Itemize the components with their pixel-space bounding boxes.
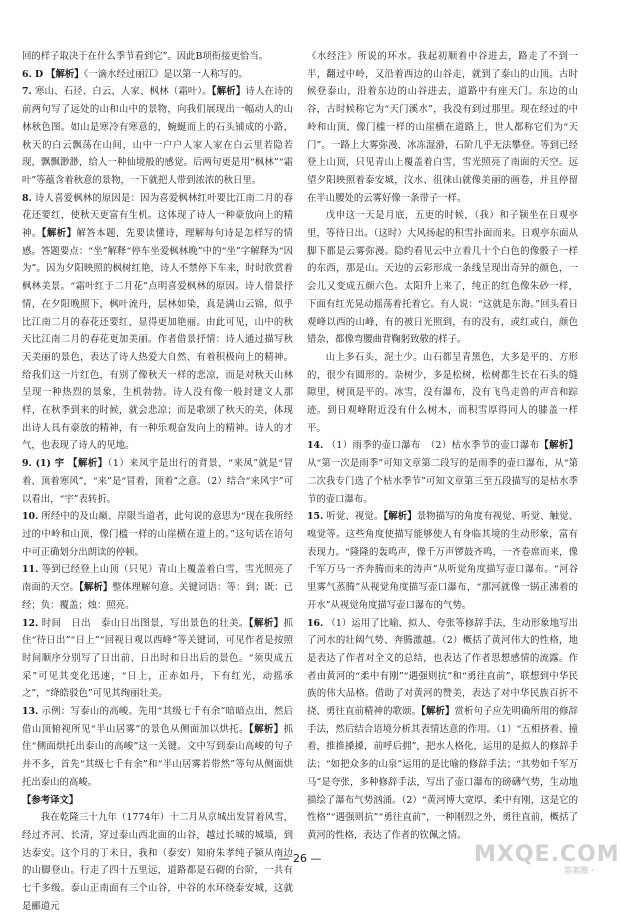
watermark-logo (474, 842, 620, 884)
paragraph-text: 《水经注》所说的环水。我起初顺着中谷进去，路走了不到一半，翻过中岭，又沿着西边的山谷走，就到了泰山的山顶。古时候登泰山，沿着东边的山谷进去，道路中有座天门。东边的山谷，古时候称它为“天门溪水”，我没有到过那里。现在经过的中岭和山顶，像门槛一样的山崖横在道路上，世人都称它们为“天门”。一路上大雾弥漫、冰冻湿滑，石阶几乎无法攀登。等到已经登上山顶，只见青山上覆盖着白雪，雪光照亮了南面的天空。远望夕阳映照着泰安城，汶水、徂徕山就像美丽的画卷，并且停留在半山腰处的云雾好像一条带子一样。 (307, 51, 578, 204)
analysis-text: 《一滴水经过丽江》是以第一人称写的。 (83, 68, 248, 80)
answer-text: 时间 日出 泰山日出图景，写出景色的壮美。 (41, 617, 249, 629)
question-number: 14. (307, 440, 324, 452)
paragraph-text: 回的样子取决于在什么季节看到它”。因此B项衔接更恰当。 (22, 51, 269, 62)
answer-text: （1）雨季的壶口瀑布 （2）枯水季节的壶口瀑布 (326, 440, 540, 452)
answer-text: 诗人喜爱枫林的原因是：因为喜爱枫林红叶要比江南二月的春花还要红，使秋天更富有生机。这体现了诗人一种豪放向上的精神。 (22, 192, 293, 240)
paragraph-text: 我在乾隆三十九年（1774年）十二月从京城出发冒着风雪，经过齐河、长清，穿过泰山西北面的山谷，越过长城的城墙，到达泰安。这个月的丁未日，我和（泰安）知府朱孝纯子颍从南边的山脚登山。行走了四十五里远，道路都是石砌的台阶，一共有七千多级。泰山正南面有三个山谷，中谷的水环绕泰安城，这就是郦道元 (22, 812, 293, 912)
analysis-text: 抓住“待日出”“日上”“回视日观以西峰”等关键词，可见作者是按照时间顺序分别写了日出前、日出时和日出后的景色。“须臾成五采”可见其变化迅速，“日上，正赤如丹，下有红光，动摇承之”，“绛皓驳色”可见其绚丽壮美。 (22, 617, 293, 700)
question-number: 16. (307, 617, 324, 629)
answer-text: （1）运用了比喻、拟人、夸张等修辞手法，生动形象地写出了河水的壮阔气势、奔腾激越。（2）概括了黄河伟大的性格，地是表达了作者对全文的总结，也表达了作者思想感情的流露。作者由黄河的“柔中有刚”“遇强则抗”和“勇往直前”，联想到中华民族的伟大品格。借助了对黄河的赞美，表达了对中华民族百折不挠、勇往直前精神的歌颂。 (307, 617, 579, 718)
answer-item (307, 615, 578, 845)
analysis-text: 解答本题，先要读懂诗，理解每句诗是怎样写的情感。答题要点：“坐”解释“停车坐爱枫林晚”中的“坐”字解释为“因为”。因为夕阳映照的枫树红艳，诗人不禁停下车来，时时欣赏着枫林美景。“霜叶红于二月花”点明喜爱枫林的原因。诗人借景抒情，在夕阳晚照下，枫叶流丹，层林如染，真是满山云锦，似乎比江南二月的春花还要红，显得更加艳丽。由此可见，山中的秋天比江南二月的春花更加美丽。作者借景抒情：诗人通过描写秋天美丽的景色，表达了诗人热爱大自然、有着积极向上的精神。给我们这一片红色，有别了像秋天一样的悲凉，而是对秋天山林呈现一种热烈的景象，生机勃勃。诗人没有像一般封建文人那样，在秋季到来的时候，就会悲凉；而是歌颂了秋天的美，体现出诗人具有豪放的精神，有一种乐观奋发向上的精神。诗人的才气，也表现了诗人的见地。 (22, 228, 293, 452)
paragraph-text: 戊申这一天是月底，五更的时候，（我）和子颍坐在日观亭里，等待日出。（这时）大风扬起的积雪扑面而来。日观亭东面从脚下都是云雾弥漫。隐约看见云中立着几十个白色的像骰子一样的东西，那是山。天边的云彩形成一条线呈现出奇异的颜色，一会儿又变成五颜六色。太阳升上来了，纯正的红色像朱砂一样，下面有红光晃动摇荡着托着它。有人说：“这就是东海。”回头看日观峰以西的山峰，有的被日光照到，有的没有，或红或白，颜色错杂，都像弯腰曲背鞠躬致敬的样子。 (307, 210, 578, 346)
analysis-tag: 【解析】 (211, 86, 246, 98)
analysis-tag: 【解析】 (46, 68, 84, 80)
analysis-tag: 【解析】 (68, 458, 108, 470)
analysis-tag: 【解析】 (248, 617, 284, 629)
answer-item (22, 703, 293, 792)
answer-item (22, 508, 293, 561)
answer-item (307, 508, 578, 614)
section-heading: 【参考译文】 (22, 794, 79, 806)
analysis-text: 所经中的及山巅、岸限当道者，此句说的意思为“现在我所经过的中岭和山顶，像门槛一样的山崖横在道上的。”这句话在语句中可正确划分出朗读的停顿。 (22, 511, 294, 558)
answer-text: 示例：写泰山的高峻。先用“其级七千有余”暗暗点出，然后借山顶俯视所见“半山居雾”的景色从侧面加以烘托。 (22, 706, 294, 735)
answer-item (307, 437, 578, 508)
paragraph-text: 山上多石头，泥土少。山石都呈青黑色，大多是平的、方形的，很少有圆形的。杂树少，多是松树，松树都生长在石头的缝隙里，树顶是平的。冰雪，没有瀑布，没有飞鸟走兽的声音和踪迹。到日观峰附近没有什么树木，而积雪厚得同人的膝盖一样平。 (307, 351, 578, 434)
analysis-tag: 【解析】 (421, 706, 455, 718)
analysis-text: 诗人在诗的前两句写了远处的山和山中的景物，向我们展现出一幅动人的山林秋色图。如山是寒冷有寒意的，蜿蜒而上的石头铺成的小路，秋天的白云飘荡在山间，山中一户户人家人家在白云里若隐若现，飘飘渺渺，给人一种仙境般的感觉。后两句更是用“枫林”“霜叶”等蕴含着秋意的景物，一下就把人带到浓浓的秋日里。 (22, 86, 293, 186)
analysis-text: 整体理解句意。关键词语：等：到；既：已经；负：覆盖；烛：照亮。 (22, 582, 293, 611)
analysis-tag: 【解析】 (79, 582, 113, 594)
answer-text: 等到已经登上山顶（只见）青山上覆盖着白雪，雪光照亮了南面的天空。 (22, 564, 293, 594)
question-number: 11. (22, 564, 39, 576)
analysis-text: （1）来凤宇是出行的背景，“来凤”就是“冒着、顶着寒风”，“来”是“冒着，顶着”之意。（2）结合“来风宇”可以看出，“宇”表转折。 (22, 458, 293, 505)
answer-item (22, 615, 293, 704)
watermark-sub: 答案圈 · (564, 866, 594, 875)
answer-item (22, 83, 293, 189)
question-number: 7. (22, 86, 32, 98)
question-number: 9. (1) 宇 (22, 458, 65, 470)
analysis-tag: 【解析】 (383, 511, 417, 523)
analysis-text: 抓住“侧面烘托出泰山的高峻”这一关键。文中写到泰山高峻的句子并不多，首先“其级七千有余”和“半山居雾若带然”等句从侧面烘托出泰山的高峻。 (22, 723, 293, 788)
analysis-tag: 【解析】 (539, 440, 578, 452)
answer-item (22, 190, 293, 456)
continued-text (307, 48, 578, 207)
answer-item (22, 66, 293, 84)
answer-item (22, 561, 293, 614)
translation-paragraph (307, 349, 578, 438)
question-number: 12. (22, 617, 39, 629)
continued-text (22, 48, 293, 66)
translation-paragraph (307, 207, 578, 349)
question-number: 13. (22, 706, 39, 718)
answer-text: 听觉、视觉。 (326, 511, 384, 523)
reference-translation-heading (22, 792, 293, 810)
question-number: 10. (22, 511, 39, 523)
analysis-text: 赏析句子应先明确所用的修辞手法，然后结合语境分析其表情达意的作用。（1）“五相挤着、撞着，推推搡搡，前呼后拥”，把水人格化，运用的是拟人的修辞手法；“如把众多的山泉”运用的是比喻的修辞手法；“其势如千军万马”是夸张，多种修辞手法，写出了壶口瀑布的磅礴气势，生动地描绘了瀑布气势汹涌。（2）“黄河博大宽厚，柔中有刚，这是它的性格”“遇强则抗”“勇往直前”，一种刚烈之外，勇往直前，概括了黄河的性格，表达了作者的钦佩之情。 (307, 706, 578, 841)
question-number: 15. (307, 511, 324, 523)
right-column (307, 48, 579, 841)
analysis-tag: 【解析】 (41, 228, 77, 240)
analysis-text: 从“第一次是雨季”可知文章第二段写的是雨季的壶口瀑布，从“第二次我专门选了个枯水季节”可知文章第三至五段描写的是枯水季节的壶口瀑布。 (307, 458, 578, 505)
answer-item (22, 455, 293, 508)
analysis-text: 景物描写的角度有视觉、听觉、触觉、嗅觉等。这些角度使描写能够使人有身临其境的生动形象，富有表现力。“隆隆的轰鸣声，像千万声锣鼓齐鸣，一齐卷席而来，像千军万马一齐奔腾而来的涛声”从听觉角度描写壶口瀑布。“河谷里雾气蒸腾”从视觉角度描写壶口瀑布，“那河就像一锅正沸着的开水”从视觉角度描写壶口瀑布的气势。 (307, 511, 578, 611)
question-number: 6. D (22, 68, 44, 80)
left-column (22, 48, 294, 912)
watermark-main: MXQE.COM (474, 842, 620, 867)
analysis-tag: 【解析】 (248, 723, 284, 735)
page-number: — 26 — (278, 852, 322, 865)
answer-text: 寒山、石径、白云、人家、枫林（霜叶）。 (34, 86, 212, 98)
question-number: 8. (22, 192, 32, 204)
